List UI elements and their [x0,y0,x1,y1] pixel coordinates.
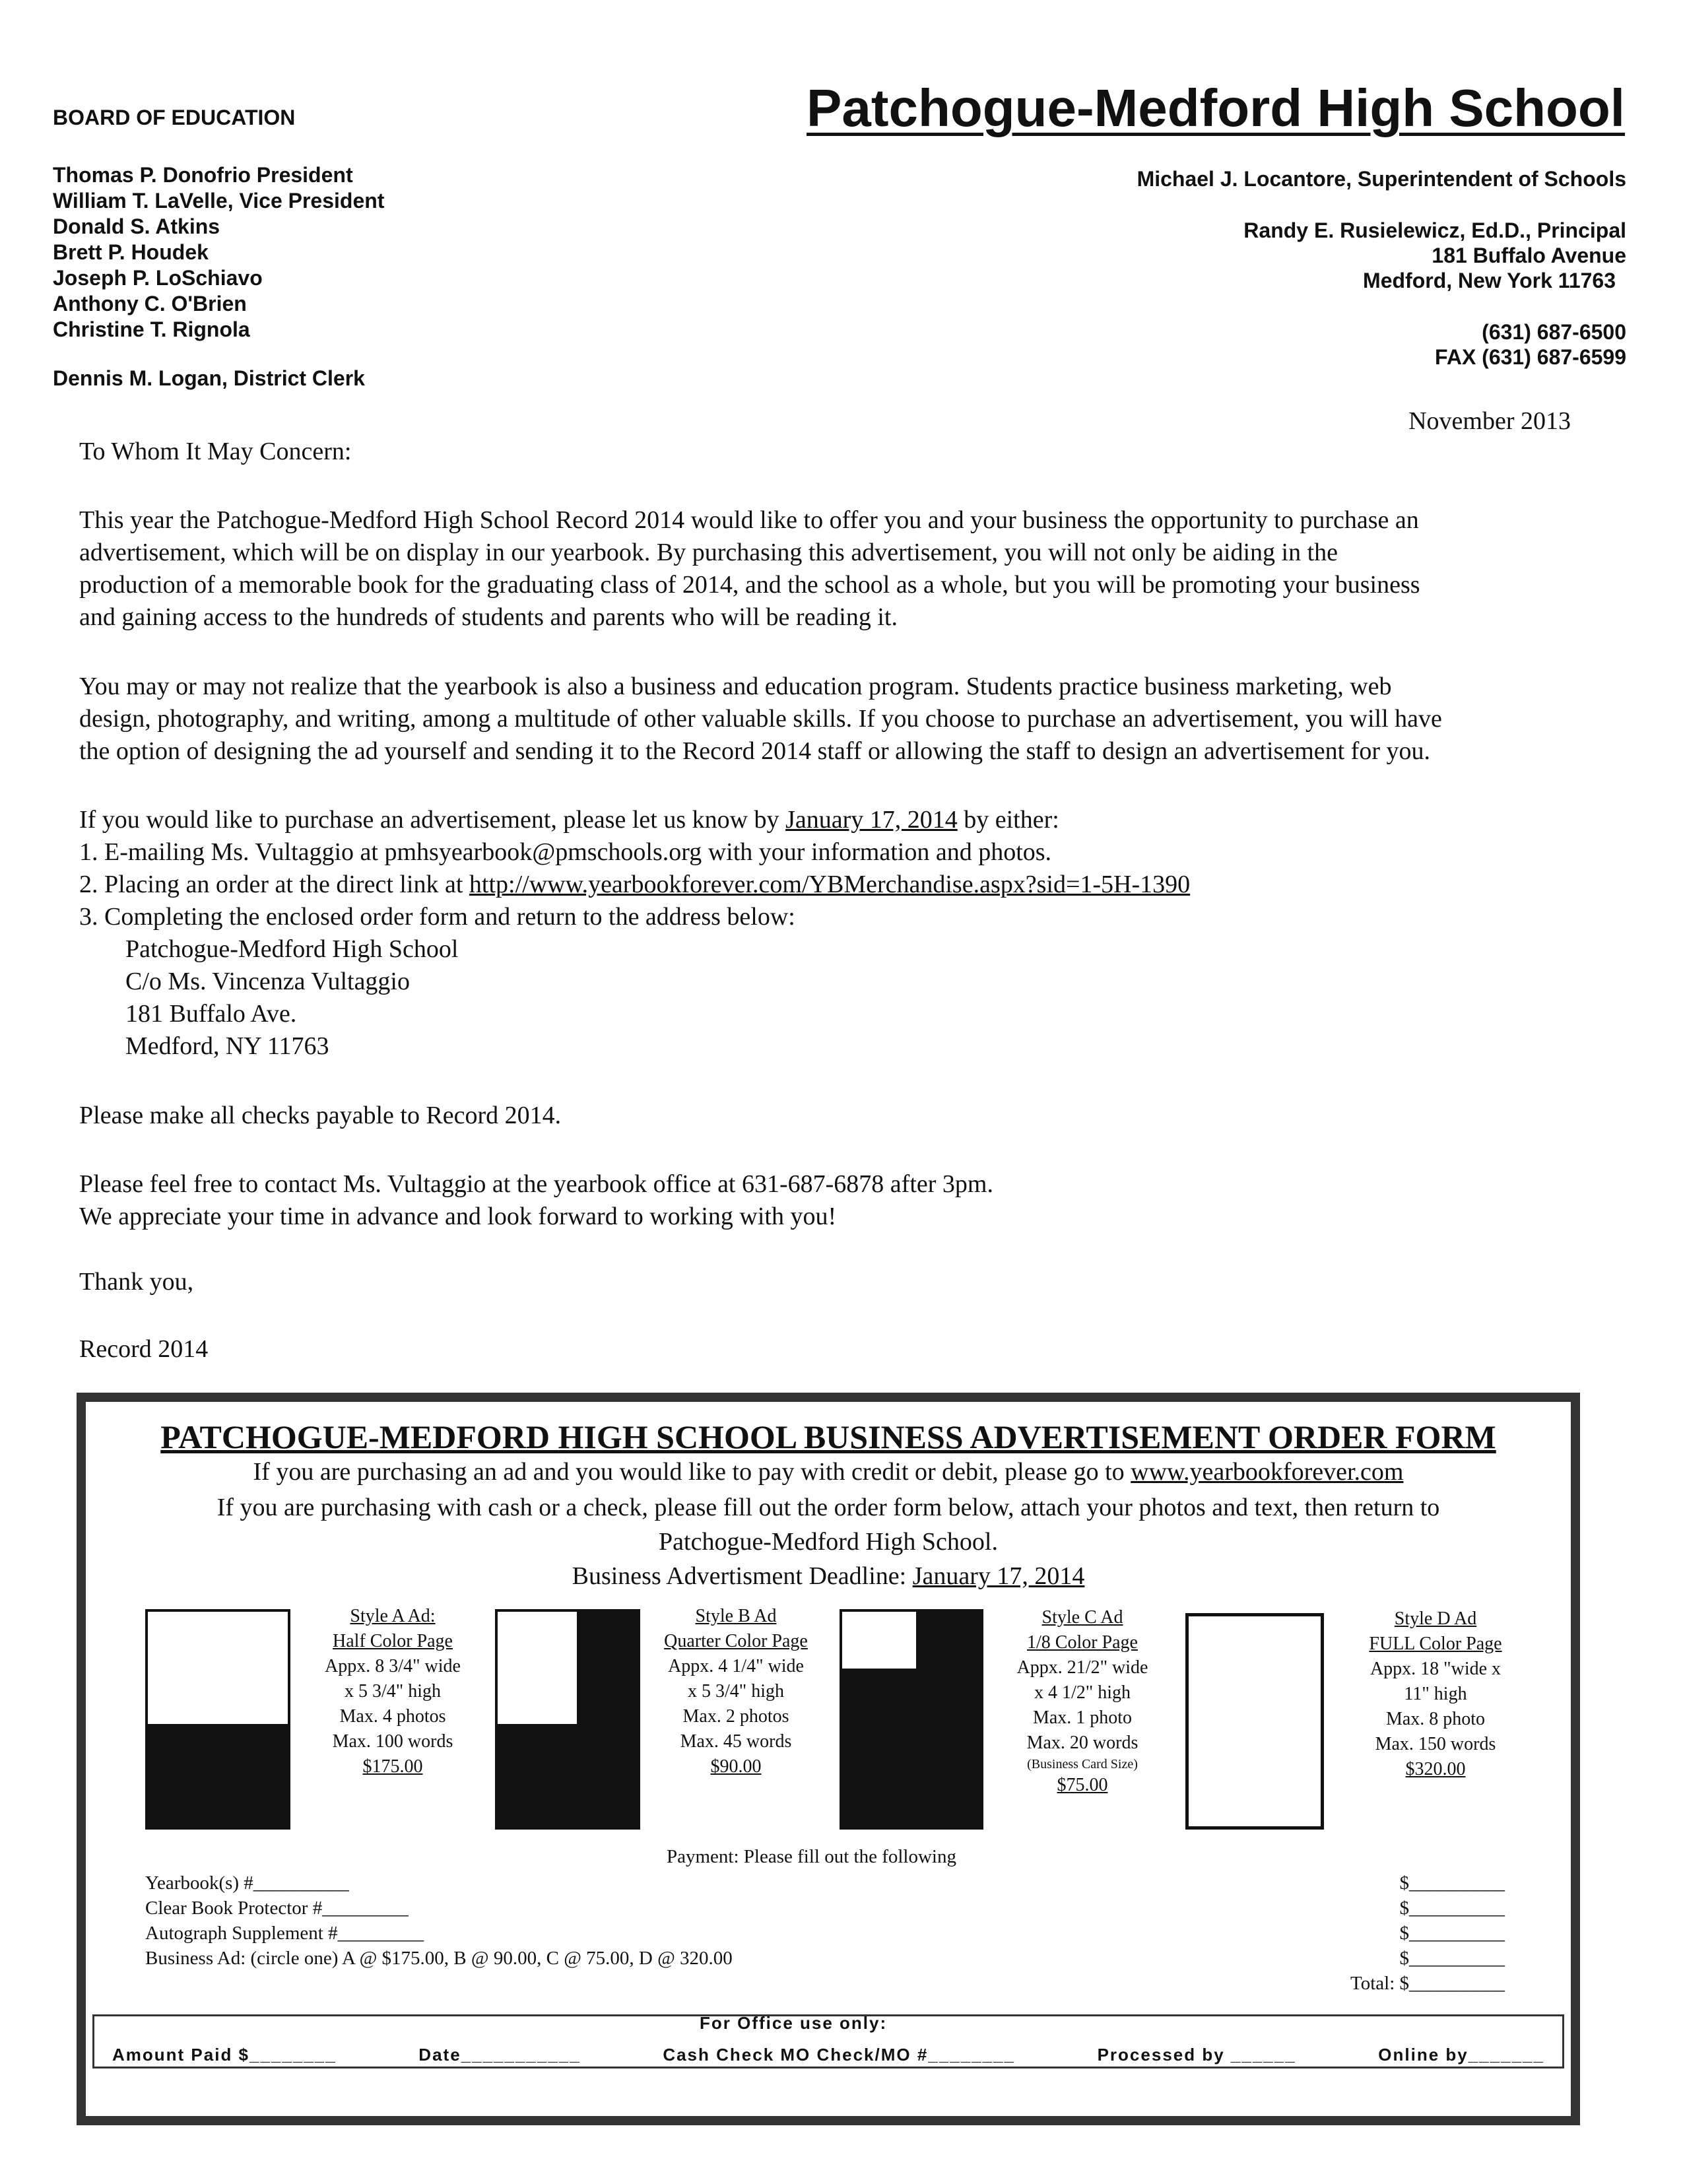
paragraph-line: You may or may not realize that the yearbook is also a business and education program. Students practice business marketing, web [79,673,1392,700]
board-member: Joseph P. LoSchiavo [53,266,263,290]
board-member: Anthony C. O'Brien [53,292,247,315]
style-c-words: Max. 20 words [1026,1733,1138,1753]
contact-line: Please feel free to contact Ms. Vultaggio at the yearbook office at 631-687-6878 after 3pm. [79,1170,993,1198]
school-address-city: Medford, New York 11763 [1363,269,1616,292]
style-b-ad-area [498,1612,577,1724]
order-deadline: January 17, 2014 [785,806,958,834]
form-deadline-label: Business Advertisment Deadline: [572,1562,913,1590]
style-b-page: Quarter Color Page [664,1631,808,1651]
office-processed-by-field[interactable]: Processed by ______ [1097,2045,1296,2065]
form-deadline [77,1560,1580,1592]
mail-address-line: C/o Ms. Vincenza Vultaggio [125,968,410,995]
yearbookforever-link[interactable]: www.yearbookforever.com [1131,1458,1404,1486]
style-a-photos: Max. 4 photos [339,1706,446,1727]
superintendent: Michael J. Locantore, Superintendent of Schools [1137,167,1626,191]
board-member: Brett P. Houdek [53,240,209,264]
school-phone: (631) 687-6500 [1482,320,1626,344]
style-d-page: FULL Color Page [1369,1634,1502,1654]
style-a-name: Style A Ad: [350,1606,436,1626]
style-c-size-height: x 4 1/2" high [1034,1682,1131,1703]
board-members-list [53,162,384,343]
yearbook-quantity-field[interactable]: Yearbook(s) #__________ [145,1872,349,1894]
contact-line: We appreciate your time in advance and look forward to working with you! [79,1203,837,1230]
office-online-by-field[interactable]: Online by_______ [1378,2045,1544,2065]
credit-instructions-text: If you are purchasing an ad and you would like to pay with credit or debit, please go to [253,1458,1131,1486]
style-b-details [640,1604,832,1779]
order-option-mail: 3. Completing the enclosed order form and return to the address below: [79,903,795,931]
payment-heading: Payment: Please fill out the following [667,1846,956,1867]
salutation: To Whom It May Concern: [79,438,352,465]
signature: Record 2014 [79,1335,209,1363]
paragraph-1 [79,504,1420,634]
style-d-diagram [1185,1613,1324,1830]
amount-field[interactable]: $__________ [1399,1872,1505,1894]
office-use-heading: For Office use only: [700,2013,888,2033]
style-d-details [1340,1606,1531,1782]
board-member: Thomas P. Donofrio President [53,163,353,187]
mail-address-line: 181 Buffalo Ave. [125,1000,297,1028]
style-a-size-width: Appx. 8 3/4" wide [325,1656,461,1676]
office-date-field[interactable]: Date___________ [418,2045,581,2065]
style-a-ad-area [148,1724,288,1827]
style-d-size-height: 11" high [1404,1684,1467,1704]
checks-payable: Please make all checks payable to Record 2014. [79,1102,562,1129]
style-a-diagram [145,1609,290,1830]
mail-address [79,933,1190,1063]
amount-field[interactable]: $__________ [1399,1923,1505,1944]
order-option-email: 1. E-mailing Ms. Vultaggio at pmhsyearbook@pmschools.org with your information and photos. [79,838,1052,866]
order-option-link [79,869,1190,901]
paragraph-2 [79,671,1442,768]
style-c-diagram [840,1609,983,1830]
style-b-words: Max. 45 words [680,1731,792,1752]
office-amount-paid-field[interactable]: Amount Paid $________ [112,2045,337,2065]
style-a-page: Half Color Page [333,1631,453,1651]
style-b-name: Style B Ad [695,1606,777,1626]
school-fax: FAX (631) 687-6599 [1435,345,1626,369]
style-b-diagram [495,1609,640,1830]
board-member: William T. LaVelle, Vice President [53,189,385,213]
business-ad-selection[interactable]: Business Ad: (circle one) A @ $175.00, B @ 90.00, C @ 75.00, D @ 320.00 [145,1948,733,1969]
office-use-fields [112,2045,1544,2065]
style-c-note: (Business Card Size) [1027,1757,1138,1771]
order-intro [79,804,1190,836]
style-c-page: 1/8 Color Page [1027,1632,1138,1653]
board-member: Christine T. Rignola [53,317,250,341]
paragraph-line: the option of designing the ad yourself and sending it to the Record 2014 staff or allowing the staff to design an advertisement for you. [79,737,1430,765]
payment-amounts [1350,1870,1505,1996]
style-b-size-height: x 5 3/4" high [688,1681,784,1702]
book-protector-quantity-field[interactable]: Clear Book Protector #_________ [145,1898,409,1919]
principal: Randy E. Rusielewicz, Ed.D., Principal [1243,218,1626,242]
board-title: BOARD OF EDUCATION [53,106,296,129]
style-c-size-width: Appx. 21/2" wide [1016,1657,1148,1678]
style-b-photos: Max. 2 photos [682,1706,789,1727]
mail-address-line: Patchogue-Medford High School [125,935,459,963]
style-c-photos: Max. 1 photo [1032,1707,1133,1728]
letter-date: November 2013 [1408,407,1571,435]
style-d-size-width: Appx. 18 "wide x [1370,1659,1502,1679]
order-intro-tail: by either: [957,806,1059,834]
autograph-supplement-quantity-field[interactable]: Autograph Supplement #_________ [145,1923,424,1944]
style-d-name: Style D Ad [1394,1608,1477,1629]
order-instructions [79,804,1190,1063]
credit-instructions [77,1456,1580,1488]
cash-instructions-2: Patchogue-Medford High School. [659,1528,998,1556]
school-name-heading: Patchogue-Medford High School [807,79,1625,137]
style-a-price: $175.00 [362,1756,423,1777]
style-d-photos: Max. 8 photo [1385,1709,1486,1729]
style-c-price: $75.00 [1057,1775,1108,1795]
contact-info [79,1168,993,1233]
district-clerk: Dennis M. Logan, District Clerk [53,366,365,390]
style-a-words: Max. 100 words [332,1731,453,1752]
order-option-link-text: 2. Placing an order at the direct link at [79,871,469,898]
amount-field[interactable]: $__________ [1399,1948,1505,1969]
style-a-details [290,1604,495,1779]
order-intro-text: If you would like to purchase an advertisement, please let us know by [79,806,786,834]
yearbook-order-link[interactable]: http://www.yearbookforever.com/YBMerchandise.aspx?sid=1-5H-1390 [469,871,1191,898]
paragraph-line: design, photography, and writing, among a multitude of other valuable skills. If you choose to purchase an advertisement, you will have [79,705,1442,733]
style-c-details [983,1605,1181,1798]
payment-items [145,1870,733,1971]
paragraph-line: production of a memorable book for the graduating class of 2014, and the school as a whole, but you will be promoting your business [79,571,1420,599]
paragraph-line: This year the Patchogue-Medford High School Record 2014 would like to offer you and your business the opportunity to purchase an [79,506,1419,534]
style-b-size-width: Appx. 4 1/4" wide [668,1656,804,1676]
closing: Thank you, [79,1268,194,1296]
paragraph-line: advertisement, which will be on display in our yearbook. By purchasing this advertisement, you will not only be aiding in the [79,539,1338,566]
order-form-title: PATCHOGUE-MEDFORD HIGH SCHOOL BUSINESS ADVERTISEMENT ORDER FORM [160,1418,1496,1455]
style-b-price: $90.00 [710,1756,762,1777]
style-d-price: $320.00 [1405,1759,1466,1779]
total-field[interactable]: Total: $__________ [1350,1973,1505,1994]
cash-instructions-1: If you are purchasing with cash or a check, please fill out the order form below, attach your photos and text, then return to [216,1494,1440,1521]
paragraph-line: and gaining access to the hundreds of students and parents who will be reading it. [79,603,898,631]
mail-address-line: Medford, NY 11763 [125,1032,329,1060]
style-a-size-height: x 5 3/4" high [345,1681,441,1702]
style-d-words: Max. 150 words [1375,1734,1496,1754]
school-address-street: 181 Buffalo Avenue [1432,244,1626,267]
board-member: Donald S. Atkins [53,215,220,238]
office-payment-method-field[interactable]: Cash Check MO Check/MO #________ [663,2045,1015,2065]
form-deadline-date: January 17, 2014 [912,1562,1085,1590]
style-c-ad-area [842,1612,916,1669]
style-c-name: Style C Ad [1041,1607,1123,1628]
amount-field[interactable]: $__________ [1399,1898,1505,1919]
